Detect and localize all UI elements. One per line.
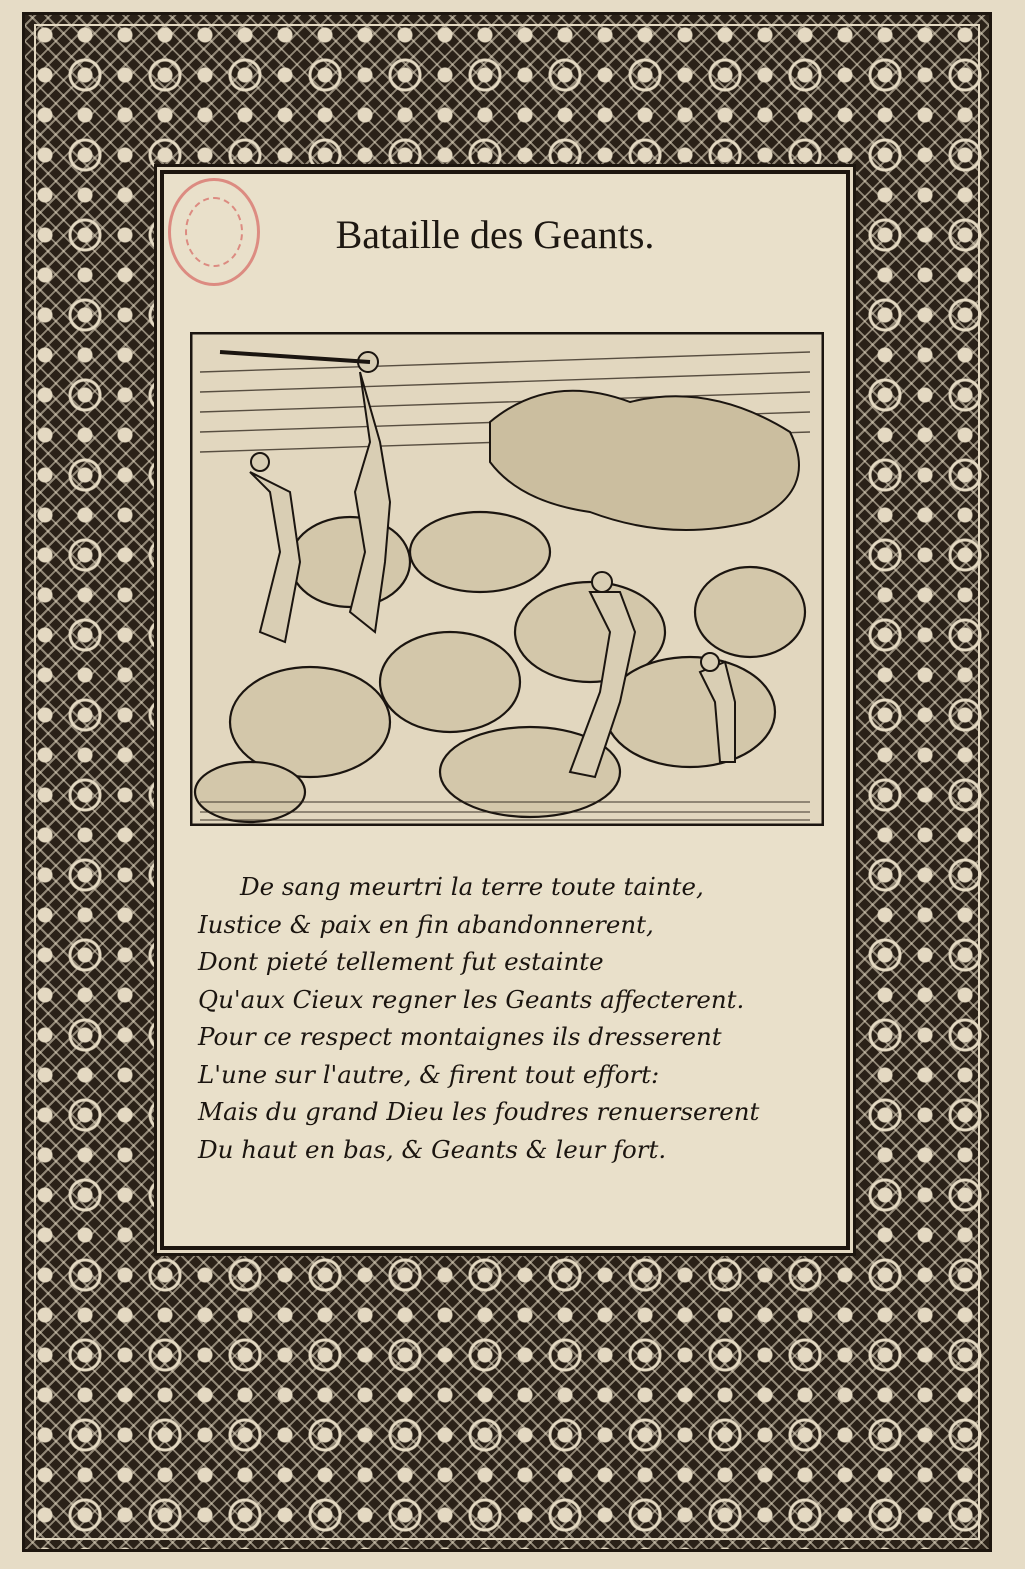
poem-line-6: L'une sur l'autre, & firent tout effort: bbox=[198, 1059, 660, 1089]
poem-line-4: Qu'aux Cieux regner les Geants affecterent. bbox=[198, 984, 745, 1014]
poem-line-8: Du haut en bas, & Geants & leur fort. bbox=[198, 1134, 667, 1164]
page-title: Bataille des Geants. bbox=[335, 212, 655, 257]
woodcut-illustration bbox=[190, 332, 824, 826]
poem-stanza bbox=[198, 868, 818, 1168]
poem-line-5: Pour ce respect montaignes ils dresserent bbox=[198, 1022, 722, 1051]
poem-line-3: Dont pieté tellement fut estainte bbox=[198, 947, 604, 976]
poem-line-1: De sang meurtri la terre toute tainte, bbox=[240, 872, 704, 901]
poem-line-2: Iustice & paix en fin abandonnerent, bbox=[198, 909, 654, 939]
poem-line-7: Mais du grand Dieu les foudres renuerserent bbox=[198, 1097, 760, 1126]
